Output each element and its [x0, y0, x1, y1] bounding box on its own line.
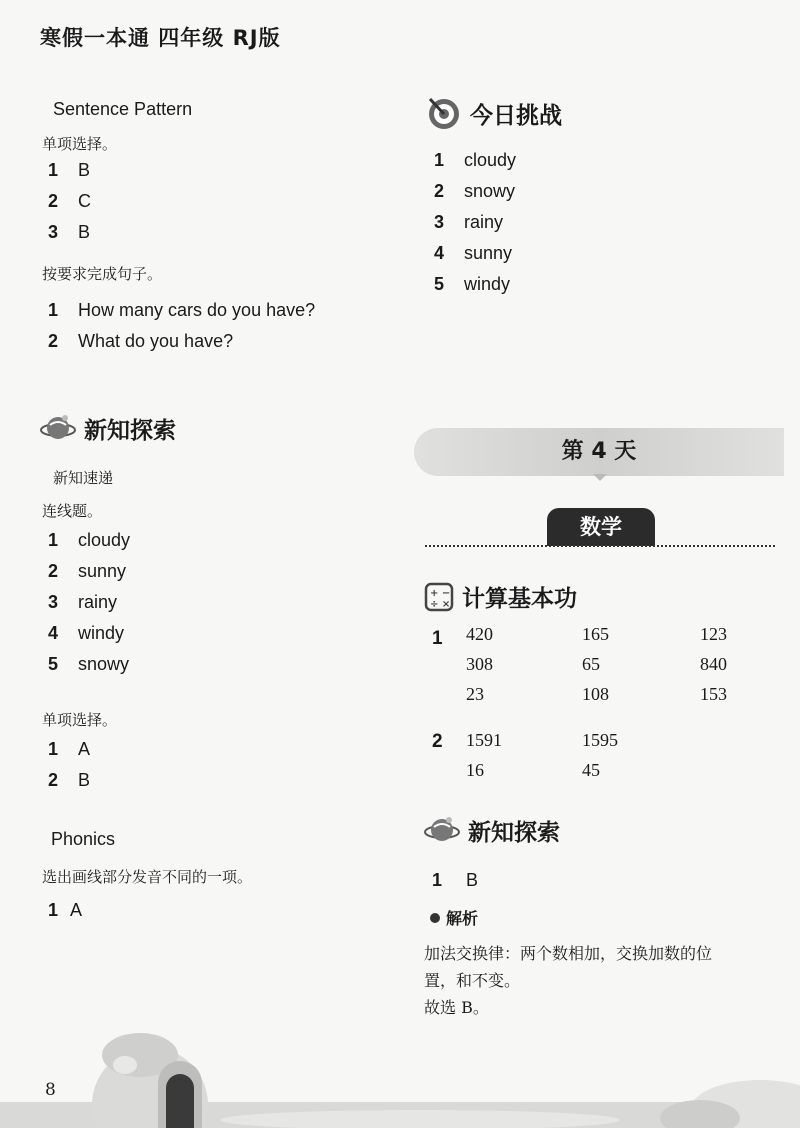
analysis-label: 解析 — [446, 909, 479, 928]
calc-value: 308 — [466, 654, 493, 674]
calc-value: 165 — [582, 624, 609, 644]
section-title-xinzhi-2 — [424, 812, 560, 848]
section-title-text: 今日挑战 — [470, 102, 562, 129]
item-number: 3 — [48, 592, 59, 612]
analysis-heading — [430, 906, 478, 929]
analysis-line: 故选 B。 — [424, 998, 489, 1017]
list-item — [48, 300, 315, 331]
item-answer: B — [78, 160, 91, 180]
list-item — [48, 623, 130, 654]
list-item — [48, 900, 82, 931]
section-title-text: 计算基本功 — [462, 586, 577, 612]
book-header: 寒假一本通 四年级 RJ版 — [40, 26, 281, 50]
day-banner — [414, 428, 784, 476]
matching-answer-list — [48, 530, 130, 685]
chevron-down-icon — [593, 474, 607, 481]
single-choice-instruction: 单项选择。 — [42, 135, 118, 153]
page-number: 8 — [45, 1080, 56, 1100]
item-answer: A — [70, 900, 83, 920]
calc-q1-number: 1 — [432, 628, 443, 649]
item-answer: C — [78, 191, 91, 211]
section-title-calc — [424, 580, 577, 613]
xinzhi-subtitle: 新知速递 — [53, 469, 114, 487]
item-answer: A — [78, 739, 91, 759]
item-number: 3 — [48, 222, 59, 242]
analysis-text — [424, 940, 712, 1021]
list-item — [48, 160, 91, 191]
list-item — [434, 212, 516, 243]
calc-value: 45 — [582, 760, 600, 780]
section-title-challenge — [426, 95, 562, 131]
item-number: 1 — [48, 739, 59, 759]
complete-sentence-list — [48, 300, 315, 362]
item-number: 3 — [434, 212, 445, 232]
item-number: 1 — [48, 160, 59, 180]
calc-q2-number: 2 — [432, 731, 443, 752]
calc-value: 1595 — [582, 730, 618, 750]
calc-value: 16 — [466, 760, 484, 780]
item-number: 2 — [48, 331, 59, 351]
list-item — [48, 592, 130, 623]
svg-text:+ −: + − — [430, 587, 451, 599]
item-answer: B — [78, 222, 91, 242]
list-item — [434, 274, 516, 305]
sentence-pattern-choice-list — [48, 160, 91, 253]
calc-value: 123 — [700, 624, 727, 644]
item-number: 5 — [48, 654, 59, 674]
item-number: 1 — [48, 530, 59, 550]
day-banner-text: 第 4 天 — [561, 439, 637, 464]
item-number: 2 — [434, 181, 445, 201]
challenge-answer-list — [434, 150, 516, 305]
xinzhi-choice-list — [48, 739, 90, 801]
list-item — [48, 739, 90, 770]
item-answer: snowy — [78, 654, 130, 674]
item-number: 4 — [48, 623, 59, 643]
analysis-line: 加法交换律：两个数相加，交换加数的位 — [424, 944, 713, 963]
xinzhi2-answer — [432, 870, 478, 891]
item-answer: cloudy — [78, 530, 131, 550]
item-answer: snowy — [464, 181, 516, 201]
item-number: 2 — [48, 191, 59, 211]
list-item — [48, 191, 91, 222]
svg-text:÷ ×: ÷ × — [430, 598, 451, 610]
item-answer: sunny — [464, 243, 513, 263]
bullet-icon — [430, 913, 440, 923]
subject-tab: 数学 — [547, 508, 655, 546]
section-title-xinzhi — [40, 410, 176, 446]
calc-row — [466, 624, 727, 654]
item-number: 4 — [434, 243, 445, 263]
item-number: 1 — [48, 300, 59, 320]
calc-q2-grid — [466, 730, 618, 790]
calc-row — [466, 730, 618, 760]
item-answer: windy — [78, 623, 125, 643]
list-item — [48, 770, 90, 801]
calc-value: 420 — [466, 624, 493, 644]
planet-icon — [424, 812, 460, 848]
target-icon — [426, 95, 462, 131]
single-choice-instruction-2: 单项选择。 — [42, 711, 118, 729]
footer-decoration — [0, 1010, 800, 1128]
sentence-pattern-title: Sentence Pattern — [53, 99, 193, 119]
item-number: 2 — [48, 770, 59, 790]
analysis-line: 置，和不变。 — [424, 971, 521, 990]
item-answer: cloudy — [464, 150, 517, 170]
list-item — [48, 331, 315, 362]
calc-value: 108 — [582, 684, 609, 704]
matching-instruction: 连线题。 — [42, 502, 103, 520]
calc-value: 23 — [466, 684, 484, 704]
item-answer: windy — [464, 274, 511, 294]
item-answer: rainy — [78, 592, 118, 612]
calculator-icon — [424, 582, 454, 612]
item-number: 1 — [434, 150, 445, 170]
calc-q1-grid — [466, 624, 727, 714]
item-number: 1 — [48, 900, 59, 920]
item-number: 5 — [434, 274, 445, 294]
calc-value: 153 — [700, 684, 727, 704]
section-title-text: 新知探索 — [84, 417, 176, 444]
section-title-text: 新知探索 — [468, 819, 560, 846]
item-answer: B — [78, 770, 91, 790]
item-number: 1 — [432, 870, 443, 890]
phonics-instruction: 选出画线部分发音不同的一项。 — [42, 868, 253, 886]
list-item — [48, 530, 130, 561]
calc-row — [466, 684, 727, 714]
item-number: 2 — [48, 561, 59, 581]
item-answer: How many cars do you have? — [78, 300, 316, 320]
list-item — [48, 222, 91, 253]
calc-row — [466, 760, 618, 790]
list-item — [434, 150, 516, 181]
item-answer: What do you have? — [78, 331, 234, 351]
dotted-divider — [425, 545, 775, 547]
list-item — [48, 561, 130, 592]
calc-value: 1591 — [466, 730, 502, 750]
planet-icon — [40, 410, 76, 446]
list-item — [434, 181, 516, 212]
phonics-title: Phonics — [51, 829, 116, 849]
item-answer: B — [466, 870, 479, 890]
calc-value: 65 — [582, 654, 600, 674]
calc-row — [466, 654, 727, 684]
list-item — [434, 243, 516, 274]
phonics-list — [48, 900, 82, 931]
list-item — [48, 654, 130, 685]
calc-value: 840 — [700, 654, 727, 674]
item-answer: rainy — [464, 212, 504, 232]
complete-sentence-instruction: 按要求完成句子。 — [42, 265, 163, 283]
item-answer: sunny — [78, 561, 127, 581]
